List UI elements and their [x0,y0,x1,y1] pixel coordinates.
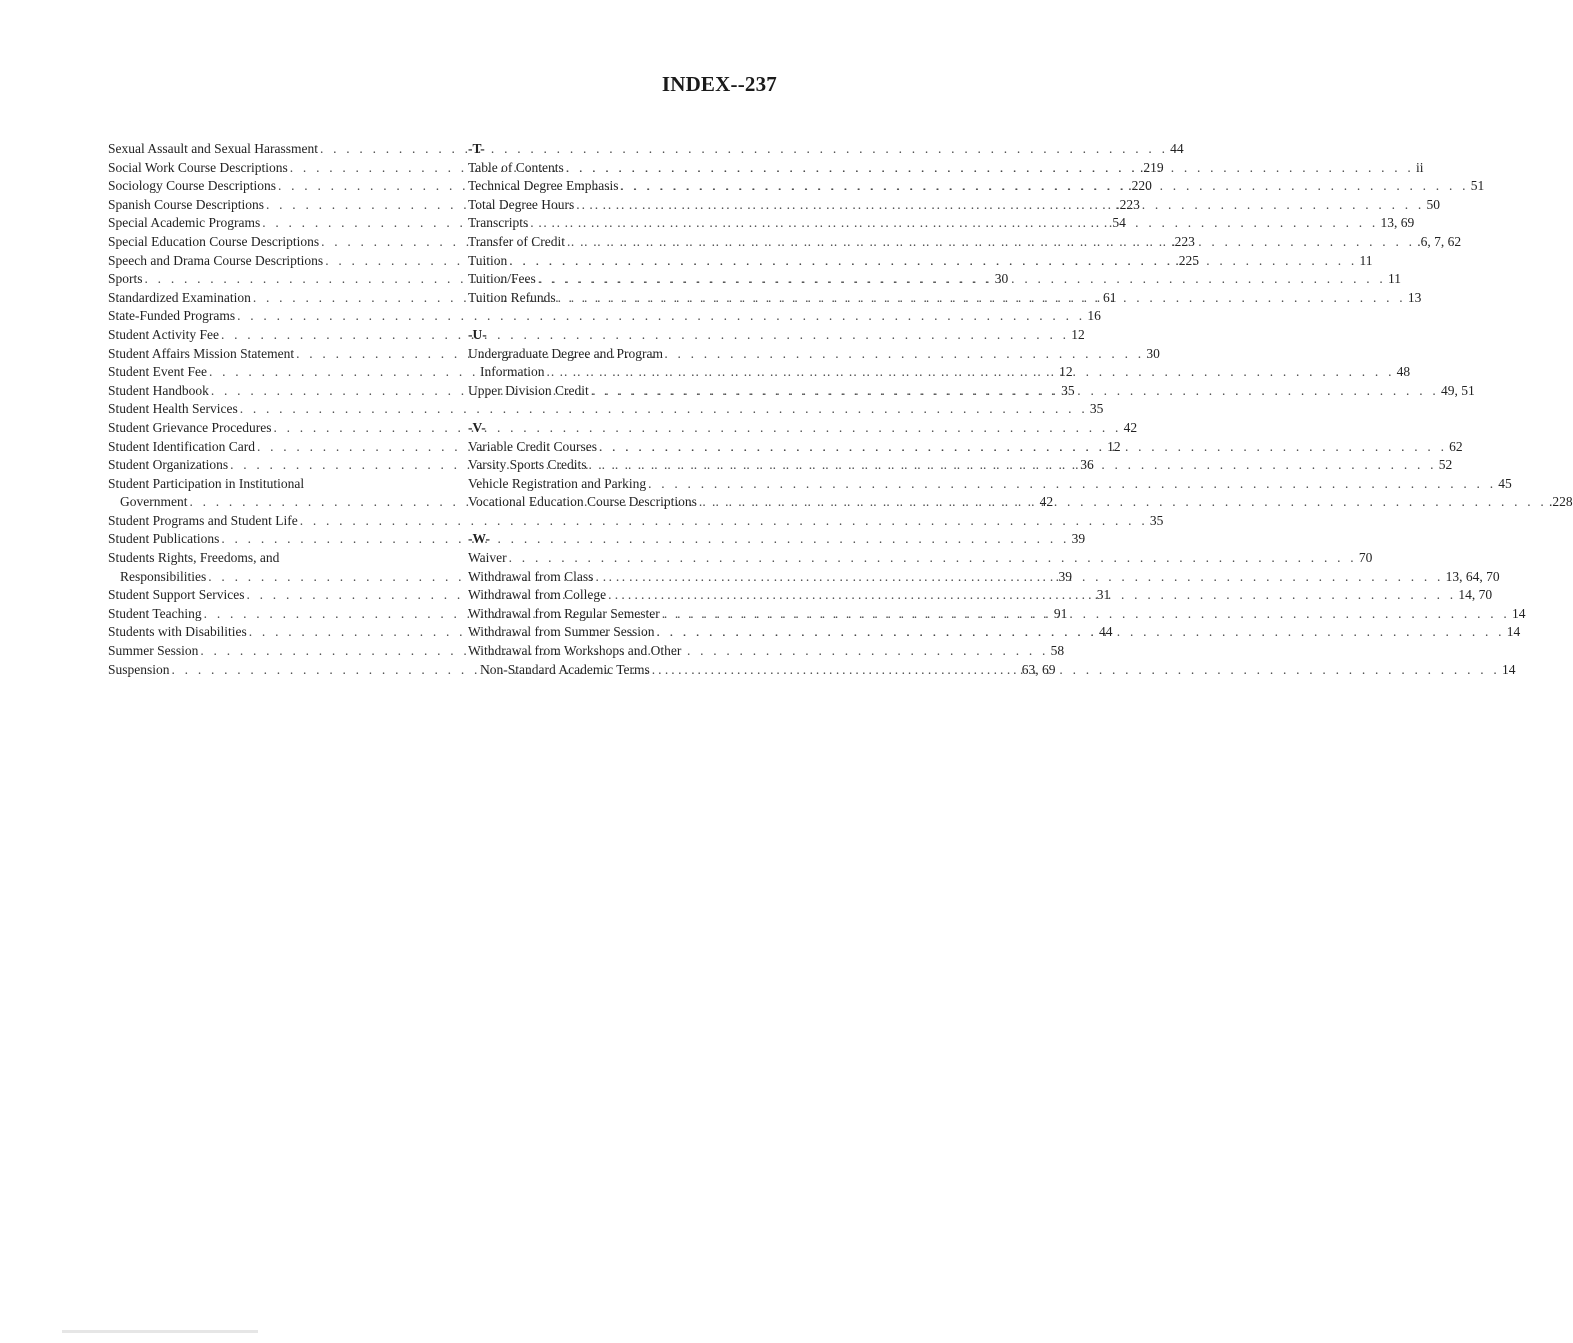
index-term: Tuition/Fees [468,271,536,287]
section-spacer [468,307,778,326]
index-term: Waiver [468,550,507,566]
page-number: 13, 69 [1380,215,1415,231]
index-term: Student Affairs Mission Statement [108,345,295,361]
page-title: INDEX--237 [661,72,777,96]
index-entry [108,326,1085,345]
page-number: 16 [1087,308,1101,324]
page-number: 63, 69 [1021,661,1056,677]
section-heading-t: -T- [468,141,485,156]
page-number: 42 [1039,494,1054,510]
leader-dots [652,661,1500,680]
page-number: .223 [1171,233,1195,249]
index-term: Information [480,364,545,380]
page-number: .220 [1128,178,1152,194]
index-term: Non-Standard Academic Terms [480,661,650,677]
leader-dots [538,270,1386,289]
index-term: Withdrawal from College [468,587,607,603]
index-term: State-Funded Programs [108,308,236,324]
page-number: 44 [1098,624,1113,640]
index-term: Vehicle Registration and Parking [468,475,647,491]
index-term: Upper Division Credit [468,382,589,398]
index-term: Special Academic Programs [108,215,261,231]
page-number: 54 [1112,215,1126,231]
page-number: 12 [1059,364,1073,380]
index-term: Student Teaching [108,605,202,621]
index-term: Student Health Services [108,401,238,417]
index-term-line1: Student Participation in Institutional [108,475,305,491]
index-term-line1: Students Rights, Freedoms, and [108,550,280,566]
index-term: Table of Contents [468,159,564,175]
index-term: Tuition Refunds [468,289,556,305]
page-number: 36 [1080,457,1094,473]
index-term: Withdrawal from Summer Session [468,624,655,640]
page-number: 50 [1426,196,1440,212]
leader-dots [589,456,1437,475]
page-number: 13 [1407,289,1422,305]
index-term: Student Support Services [108,587,245,603]
index-term: Spanish Course Descriptions [108,196,264,212]
page-number: 14 [1501,661,1516,677]
index-term: Responsibilities [120,568,207,584]
index-term: Summer Session [108,643,199,659]
index-term: Student Activity Fee [108,326,219,342]
leader-dots [648,475,1496,494]
page-number: 45 [1498,475,1512,491]
index-entry [108,419,1138,438]
page-number: 13, 64, 70 [1445,568,1500,584]
index-entry [108,307,1101,326]
leader-dots [546,363,1394,382]
index-term: Student Programs and Student Life [108,512,298,528]
index-entry [108,140,1184,159]
index-term: Withdrawal from Regular Semester [468,605,660,621]
page-number: 11 [1359,252,1373,268]
leader-dots [530,214,1378,233]
page-number: 51 [1470,178,1485,194]
index-term: Withdrawal from Class [468,568,594,584]
page-number: 11 [1387,271,1401,287]
index-term: Total Degree Hours [468,196,575,212]
index-term: Sociology Course Descriptions [108,178,276,194]
section-heading-w: -W- [468,531,490,547]
leader-dots [662,605,1510,624]
page-number: ii [1415,159,1424,175]
leader-dots [566,159,1414,178]
index-entry [468,549,1373,568]
index-term: Transfer of Credit [468,233,565,249]
page-number: 35 [1061,382,1075,398]
index-entry [108,530,1086,549]
page-number: .219 [1139,159,1164,175]
page-number: 91 [1053,605,1068,621]
index-term: Standardized Examination [108,289,251,305]
page-number: 62 [1449,438,1463,454]
index-term: Sexual Assault and Sexual Harassment [108,141,318,156]
section-spacer [468,400,778,419]
leader-dots [699,493,1547,512]
index-term-line1: Undergraduate Degree and Program [468,345,664,361]
index-term: Special Education Course Descriptions [108,233,320,249]
page-number: 35 [1149,512,1164,528]
page-number: 14 [1511,605,1526,621]
page-number: .223 [1116,196,1140,212]
page-number: 70 [1358,550,1373,566]
page-number: 39 [1058,568,1072,584]
section-heading-u: -U- [468,326,487,342]
page-number: 12 [1071,326,1085,342]
leader-dots [591,382,1439,401]
index-term: Social Work Course Descriptions [108,159,288,175]
page-number: .225 [1175,252,1200,268]
index-term: Government [120,494,188,510]
index-term: Speech and Drama Course Descriptions [108,252,324,268]
index-term: Varsity Sports Credits [468,457,587,473]
index-term: Student Organizations [108,457,229,473]
leader-dots [567,233,1415,252]
page-number: 31 [1096,587,1111,603]
index-term: Student Grievance Procedures [108,419,272,435]
index-term: Technical Degree Emphasis [468,178,619,194]
page-number: 61 [1103,289,1117,305]
leader-dots [509,549,1357,568]
leader-dots [608,586,1456,605]
page-number: 12 [1107,438,1121,454]
index-term: Suspension [108,661,170,677]
section-spacer [468,512,778,531]
leader-dots [558,289,1406,308]
leader-dots [595,568,1443,587]
page-number: 30 [1146,345,1160,361]
index-term: Student Publications [108,531,220,547]
index-term-line1: Withdrawal from Workshops and Other [468,643,682,659]
leader-dots [509,252,1357,271]
index-term: Tuition [468,252,508,268]
index-term: Student Identification Card [108,438,255,454]
index-entry [108,400,1104,419]
page-number: 14, 70 [1458,587,1493,603]
index-term: Students with Disabilities [108,624,247,640]
page-number: 35 [1089,401,1104,417]
page-number: 49, 51 [1440,382,1475,398]
index-term: Transcripts [468,215,529,231]
page-number: 30 [994,271,1009,287]
index-term: Student Handbook [108,382,209,398]
page-number: .228 [1549,494,1573,510]
page-number: .6, 7, 62 [1417,233,1462,249]
page-number: 44 [1170,141,1184,156]
section-heading-v: -V- [468,419,486,435]
index-entry [468,475,1512,494]
scan-edge-mark [62,1330,258,1333]
leader-dots [657,623,1505,642]
index-term: Vocational Education Course Descriptions [468,494,697,510]
index-term: Variable Credit Courses [468,438,597,454]
leader-dots [599,438,1447,457]
index-term: Sports [108,271,143,287]
page-number: 14 [1506,624,1521,640]
leader-dots [621,177,1469,196]
page-number: 42 [1123,419,1138,435]
index-term: Student Event Fee [108,364,207,380]
leader-dots [576,196,1424,215]
page-number: 48 [1396,364,1411,380]
page-number: 39 [1071,531,1086,547]
page-number: 58 [1050,643,1065,659]
index-entry [108,512,1164,531]
page-number: 52 [1438,457,1453,473]
